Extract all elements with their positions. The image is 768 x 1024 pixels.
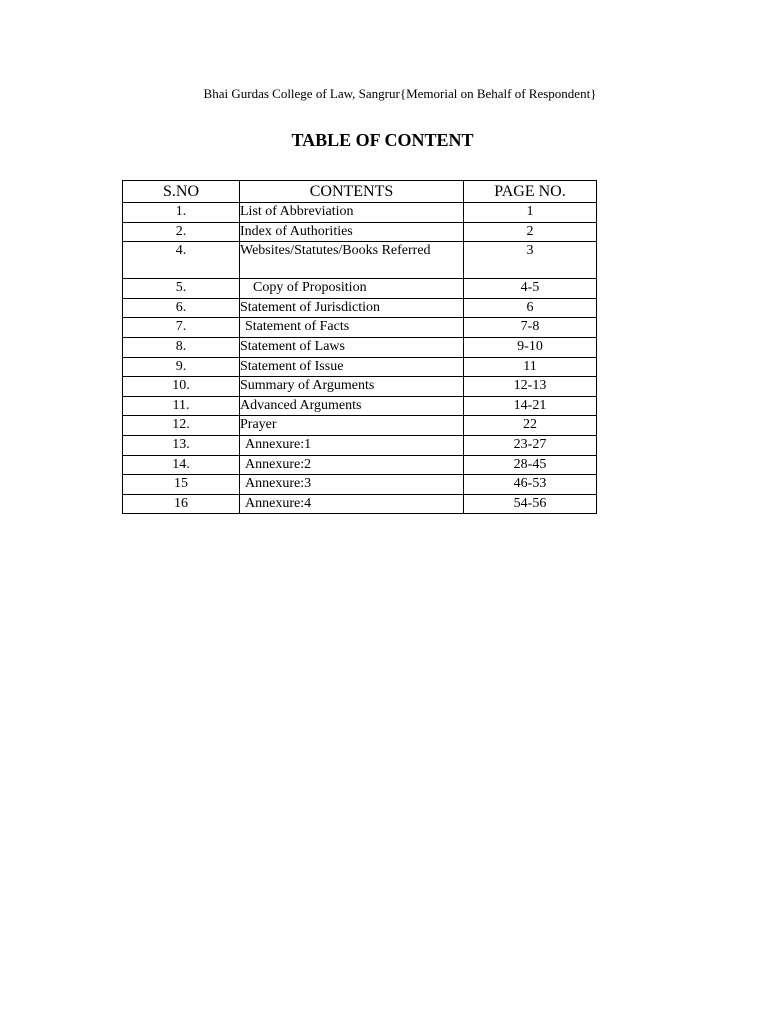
row-page-no: 14-21 <box>464 396 597 416</box>
table-row <box>123 357 597 377</box>
table-row <box>123 416 597 436</box>
row-sno: 2. <box>123 222 240 242</box>
column-header-sno: S.NO <box>123 181 240 203</box>
row-content: Annexure:3 <box>240 475 464 495</box>
row-sno: 8. <box>123 337 240 357</box>
table-of-contents <box>122 180 597 514</box>
row-sno: 6. <box>123 298 240 318</box>
table-row <box>123 298 597 318</box>
page-title: TABLE OF CONTENT <box>291 130 474 150</box>
row-page-no: 22 <box>464 416 597 436</box>
row-page-no: 23-27 <box>464 435 597 455</box>
row-page-no: 4-5 <box>464 279 597 299</box>
row-page-no: 9-10 <box>464 337 597 357</box>
row-sno: 16 <box>123 494 240 514</box>
table-row <box>123 475 597 495</box>
table-row <box>123 455 597 475</box>
row-page-no: 11 <box>464 357 597 377</box>
row-sno: 14. <box>123 455 240 475</box>
row-content: Copy of Proposition <box>240 279 464 299</box>
table-row <box>123 435 597 455</box>
row-content: List of Abbreviation <box>240 203 464 223</box>
row-sno: 1. <box>123 203 240 223</box>
column-header-contents: CONTENTS <box>240 181 464 203</box>
row-sno: 4. <box>123 242 240 279</box>
table-row <box>123 203 597 223</box>
table-row <box>123 279 597 299</box>
page-header: Bhai Gurdas College of Law, Sangrur{Memorial on Behalf of Respondent} <box>203 86 597 101</box>
row-page-no: 46-53 <box>464 475 597 495</box>
table-row <box>123 337 597 357</box>
row-content: Annexure:2 <box>240 455 464 475</box>
row-page-no: 2 <box>464 222 597 242</box>
table-row <box>123 242 597 279</box>
row-sno: 11. <box>123 396 240 416</box>
row-sno: 9. <box>123 357 240 377</box>
row-page-no: 3 <box>464 242 597 279</box>
table-row <box>123 318 597 338</box>
table-row <box>123 494 597 514</box>
row-sno: 13. <box>123 435 240 455</box>
row-sno: 12. <box>123 416 240 436</box>
row-page-no: 12-13 <box>464 377 597 397</box>
row-page-no: 28-45 <box>464 455 597 475</box>
row-sno: 7. <box>123 318 240 338</box>
row-content: Index of Authorities <box>240 222 464 242</box>
row-page-no: 7-8 <box>464 318 597 338</box>
row-sno: 5. <box>123 279 240 299</box>
row-sno: 10. <box>123 377 240 397</box>
row-page-no: 6 <box>464 298 597 318</box>
row-content: Annexure:4 <box>240 494 464 514</box>
row-content: Prayer <box>240 416 464 436</box>
row-content: Summary of Arguments <box>240 377 464 397</box>
row-content: Advanced Arguments <box>240 396 464 416</box>
row-content: Statement of Jurisdiction <box>240 298 464 318</box>
row-content: Annexure:1 <box>240 435 464 455</box>
row-page-no: 1 <box>464 203 597 223</box>
row-sno: 15 <box>123 475 240 495</box>
column-header-page-no: PAGE NO. <box>464 181 597 203</box>
table-row <box>123 377 597 397</box>
row-content: Statement of Facts <box>240 318 464 338</box>
row-content: Websites/Statutes/Books Referred <box>240 242 464 279</box>
row-content: Statement of Laws <box>240 337 464 357</box>
table-row <box>123 222 597 242</box>
row-content: Statement of Issue <box>240 357 464 377</box>
table-header-row <box>123 181 597 203</box>
row-page-no: 54-56 <box>464 494 597 514</box>
table-row <box>123 396 597 416</box>
